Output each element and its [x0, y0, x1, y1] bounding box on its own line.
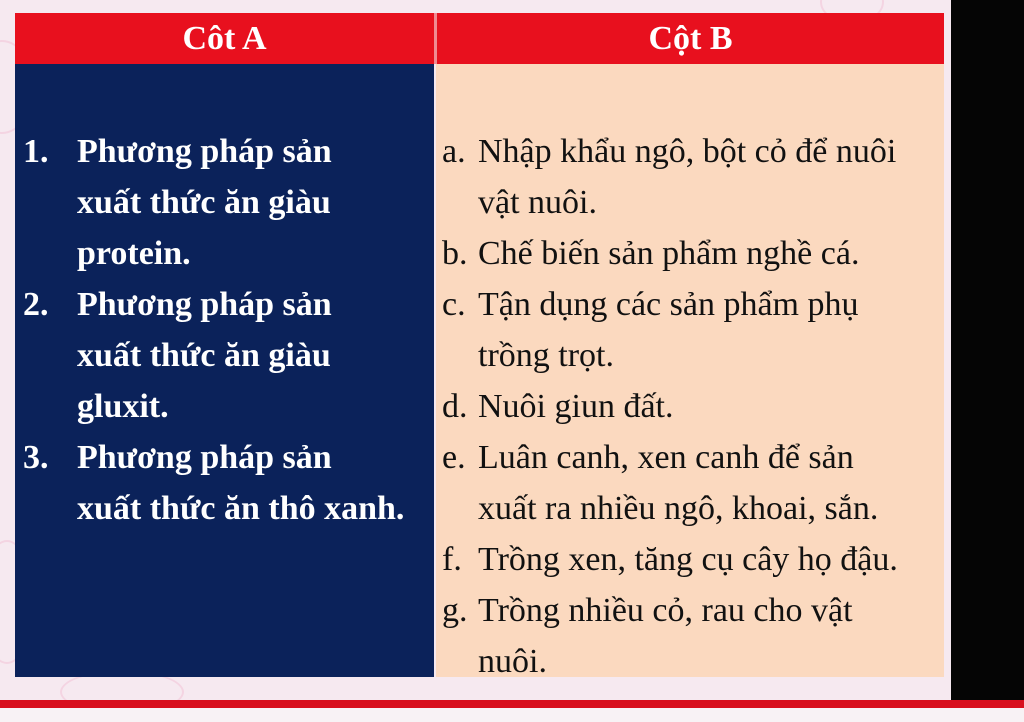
column-a: [15, 64, 434, 677]
item-text-line: Phương pháp sản: [77, 133, 332, 170]
item-text-line: xuất ra nhiều ngô, khoai, sắn.: [478, 490, 879, 527]
column-b-item: [442, 432, 942, 534]
item-text-line: gluxit.: [77, 388, 169, 425]
column-a-list: [23, 126, 435, 534]
item-text-line: xuất thức ăn giàu: [77, 337, 331, 374]
item-number: 1.: [23, 133, 49, 170]
column-b-item: [442, 228, 942, 279]
item-number: 2.: [23, 286, 49, 323]
item-text-line: trồng trọt.: [478, 337, 614, 374]
item-text-line: Chế biến sản phẩm nghề cá.: [478, 235, 860, 272]
item-text: [77, 126, 435, 279]
item-text: [478, 228, 942, 279]
column-a-header: Côt A: [15, 13, 434, 64]
item-text-line: nuôi.: [478, 643, 547, 680]
item-text: [478, 432, 942, 534]
item-text-line: Phương pháp sản: [77, 439, 332, 476]
column-b-item: [442, 381, 942, 432]
item-text-line: Luân canh, xen canh để sản: [478, 439, 854, 476]
item-text-line: protein.: [77, 235, 191, 272]
item-letter: e.: [442, 439, 466, 476]
column-b: [436, 64, 944, 680]
column-b-header: Cột B: [437, 13, 944, 64]
item-letter: g.: [442, 592, 468, 629]
item-text: [478, 279, 942, 381]
item-text: [77, 279, 435, 432]
column-b-list: [442, 126, 942, 687]
item-letter: b.: [442, 235, 468, 272]
column-a-item: [23, 126, 435, 279]
matching-table: [15, 13, 944, 680]
column-a-item: [23, 279, 435, 432]
bottom-strip: [0, 708, 1024, 722]
item-text-line: Nuôi giun đất.: [478, 388, 674, 425]
column-a-item: [23, 432, 435, 534]
item-text-line: vật nuôi.: [478, 184, 597, 221]
item-text: [478, 534, 942, 585]
column-b-item: [442, 126, 942, 228]
item-text-line: Trồng nhiều cỏ, rau cho vật: [478, 592, 853, 629]
screen-edge-black: [951, 0, 1024, 722]
item-letter: a.: [442, 133, 466, 170]
item-text-line: Phương pháp sản: [77, 286, 332, 323]
item-letter: f.: [442, 541, 462, 578]
item-text: [478, 126, 942, 228]
bottom-red-line: [0, 700, 1024, 708]
column-b-item: [442, 585, 942, 687]
item-text-line: Trồng xen, tăng cụ cây họ đậu.: [478, 541, 898, 578]
item-number: 3.: [23, 439, 49, 476]
item-letter: c.: [442, 286, 466, 323]
column-b-item: [442, 279, 942, 381]
item-text: [478, 381, 942, 432]
item-letter: d.: [442, 388, 468, 425]
item-text-line: xuất thức ăn giàu: [77, 184, 331, 221]
item-text: [478, 585, 942, 687]
item-text: [77, 432, 435, 534]
column-b-item: [442, 534, 942, 585]
item-text-line: Nhập khẩu ngô, bột cỏ để nuôi: [478, 133, 897, 170]
item-text-line: xuất thức ăn thô xanh.: [77, 490, 405, 527]
item-text-line: Tận dụng các sản phẩm phụ: [478, 286, 859, 323]
